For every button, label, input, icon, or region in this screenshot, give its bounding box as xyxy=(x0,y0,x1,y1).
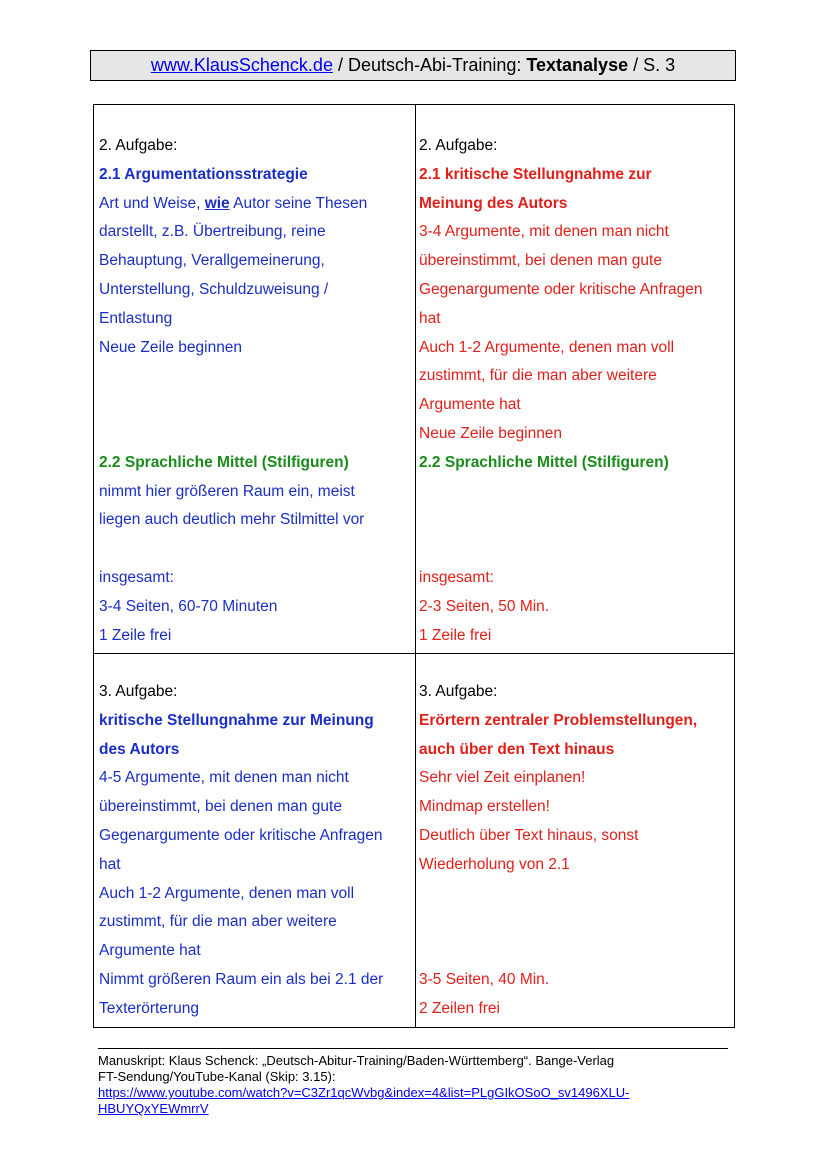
total-value: 3-5 Seiten, 40 Min. xyxy=(419,970,550,988)
cell-heading: 2. Aufgabe: xyxy=(419,137,498,154)
cell-title: des Autors xyxy=(99,740,180,758)
cell-line: Argumente hat xyxy=(99,942,201,960)
cell-heading: 3. Aufgabe: xyxy=(419,683,498,700)
cell-heading: 3. Aufgabe: xyxy=(99,683,178,700)
cell-line: Nimmt größeren Raum ein als bei 2.1 der xyxy=(99,970,384,988)
cell-title: kritische Stellungnahme zur Meinung xyxy=(99,711,374,729)
cell-right-top xyxy=(419,132,702,650)
total-label: insgesamt: xyxy=(419,568,494,586)
cell-line: Entlastung xyxy=(99,309,173,327)
cell-line: Art und Weise, wie Autor seine Thesen xyxy=(99,194,368,212)
cell-line: Mindmap erstellen! xyxy=(419,798,550,816)
page-header xyxy=(90,50,736,81)
column-divider xyxy=(415,105,416,1027)
header-page-number: / S. 3 xyxy=(628,55,676,75)
site-link[interactable]: www.KlausSchenck.de xyxy=(150,55,333,75)
cell-line: Sehr viel Zeit einplanen! xyxy=(419,769,586,787)
total-value: 3-4 Seiten, 60-70 Minuten xyxy=(99,597,278,615)
cell-line: Unterstellung, Schuldzuweisung / xyxy=(99,280,329,298)
cell-line: zustimmt, für die man aber weitere xyxy=(99,913,337,931)
cell-subtitle: 2.2 Sprachliche Mittel (Stilfiguren) xyxy=(99,453,349,471)
cell-line: 4-5 Argumente, mit denen man nicht xyxy=(99,769,349,787)
cell-title: 2.1 Argumentationsstrategie xyxy=(99,165,308,183)
header-separator: / Deutsch-Abi-Training: xyxy=(332,55,527,75)
content-table xyxy=(93,104,735,1028)
total-label: insgesamt: xyxy=(99,568,174,586)
row-divider xyxy=(94,653,734,654)
cell-line: zustimmt, für die man aber weitere xyxy=(419,367,657,385)
cell-line: Neue Zeile beginnen xyxy=(99,338,243,356)
cell-line: Gegenargumente oder kritische Anfragen xyxy=(419,280,703,298)
cell-left-bottom xyxy=(99,678,383,1024)
cell-line: Auch 1-2 Argumente, denen man voll xyxy=(419,338,675,356)
cell-title: Meinung des Autors xyxy=(419,194,568,212)
cell-line: Gegenargumente oder kritische Anfragen xyxy=(99,826,383,844)
cell-line: übereinstimmt, bei denen man gute xyxy=(419,252,662,270)
cell-line: hat xyxy=(419,309,441,327)
cell-line: Texterörterung xyxy=(99,999,199,1017)
cell-title: auch über den Text hinaus xyxy=(419,740,615,758)
page-footer xyxy=(98,1048,728,1117)
cell-line: Deutlich über Text hinaus, sonst xyxy=(419,826,639,844)
cell-line: liegen auch deutlich mehr Stilmittel vor xyxy=(99,511,365,529)
cell-line: darstellt, z.B. Übertreibung, reine xyxy=(99,223,326,241)
cell-subtitle: 2.2 Sprachliche Mittel (Stilfiguren) xyxy=(419,453,669,471)
footer-broadcast: FT-Sendung/YouTube-Kanal (Skip: 3.15): xyxy=(98,1069,336,1084)
cell-line: Behauptung, Verallgemeinerung, xyxy=(99,252,325,270)
free-lines: 2 Zeilen frei xyxy=(419,999,500,1017)
cell-line: Wiederholung von 2.1 xyxy=(419,855,570,873)
footer-manuscript: Manuskript: Klaus Schenck: „Deutsch-Abitur-Training/Baden-Württemberg“. Bange-Verlag xyxy=(98,1053,615,1068)
cell-line: übereinstimmt, bei denen man gute xyxy=(99,798,342,816)
cell-line: Auch 1-2 Argumente, denen man voll xyxy=(99,884,355,902)
cell-line: hat xyxy=(99,855,121,873)
cell-line: nimmt hier größeren Raum ein, meist xyxy=(99,482,355,500)
cell-left-top xyxy=(99,132,367,650)
cell-line: Neue Zeile beginnen xyxy=(419,424,563,442)
cell-line: 3-4 Argumente, mit denen man nicht xyxy=(419,223,669,241)
free-lines: 1 Zeile frei xyxy=(419,626,492,644)
cell-right-bottom xyxy=(419,678,697,1024)
emphasis-wie: wie xyxy=(204,194,230,212)
header-topic: Textanalyse xyxy=(526,55,629,75)
youtube-link[interactable]: https://www.youtube.com/watch?v=C3Zr1qcWvbg&index=4&list=PLgGIkOSoO_sv1496XLU- xyxy=(98,1085,630,1100)
youtube-link-continued[interactable]: HBUYQxYEWmrrV xyxy=(98,1101,209,1116)
free-lines: 1 Zeile frei xyxy=(99,626,172,644)
cell-title: Erörtern zentraler Problemstellungen, xyxy=(419,711,698,729)
cell-title: 2.1 kritische Stellungnahme zur xyxy=(419,165,652,183)
cell-heading: 2. Aufgabe: xyxy=(99,137,178,154)
total-value: 2-3 Seiten, 50 Min. xyxy=(419,597,550,615)
cell-line: Argumente hat xyxy=(419,396,521,414)
